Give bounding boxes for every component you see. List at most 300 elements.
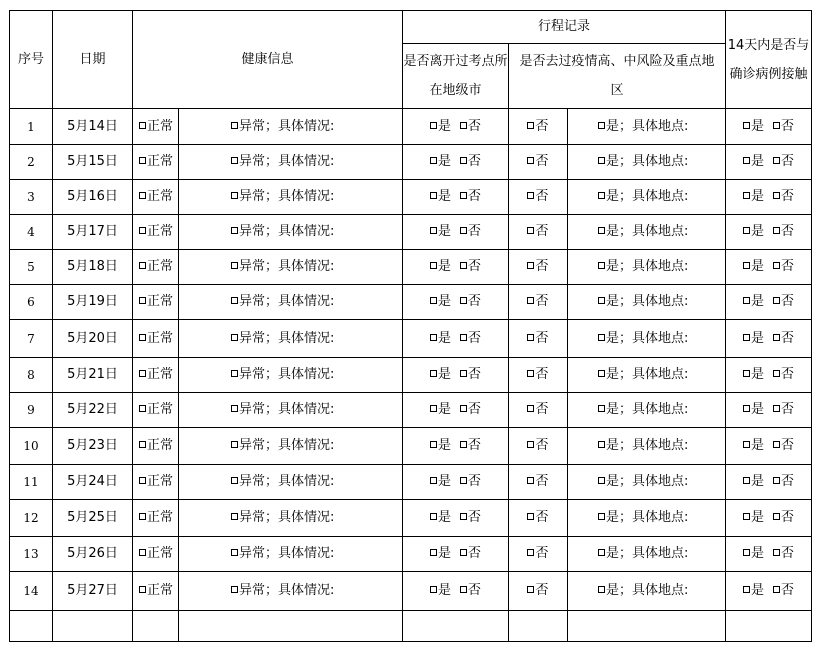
contact-no-option[interactable]	[773, 367, 794, 382]
contact-yes-option[interactable]	[743, 546, 764, 561]
risk-area-no-cell	[509, 465, 568, 500]
health-normal-option[interactable]	[139, 546, 173, 561]
health-normal-option[interactable]	[139, 154, 173, 169]
left-city-yes-option-label: 是	[437, 294, 451, 309]
empty-cell	[509, 611, 568, 642]
risk-area-no-option[interactable]	[527, 546, 548, 561]
health-normal-option[interactable]	[139, 224, 173, 239]
risk-area-yes-option[interactable]	[598, 294, 688, 309]
left-city-yes-option-label: 是	[437, 474, 451, 489]
left-city-no-option-label: 否	[468, 294, 482, 309]
checkbox-icon[interactable]	[139, 513, 146, 520]
checkbox-icon[interactable]	[598, 157, 605, 164]
checkbox-icon[interactable]	[139, 477, 146, 484]
left-city-no-option[interactable]	[460, 474, 481, 489]
risk-area-no-option[interactable]	[527, 189, 548, 204]
checkbox-icon[interactable]	[231, 122, 238, 129]
left-city-no-option[interactable]	[460, 259, 481, 274]
checkbox-icon[interactable]	[139, 441, 146, 448]
row-date: 5月14日	[53, 109, 133, 145]
left-city-cell	[403, 145, 509, 180]
health-normal-cell	[133, 285, 179, 320]
health-normal-option-label: 正常	[147, 402, 174, 417]
health-abnormal-option[interactable]	[231, 189, 334, 204]
health-normal-option[interactable]	[139, 331, 173, 346]
checkbox-icon[interactable]	[430, 297, 437, 304]
contact-no-option[interactable]	[773, 546, 794, 561]
checkbox-icon[interactable]	[598, 405, 605, 412]
risk-area-yes-option[interactable]	[598, 402, 688, 417]
health-abnormal-option[interactable]	[231, 154, 334, 169]
checkbox-icon[interactable]	[527, 157, 534, 164]
health-normal-cell	[133, 358, 179, 393]
contact-yes-option[interactable]	[743, 474, 764, 489]
checkbox-icon[interactable]	[527, 405, 534, 412]
health-abnormal-option[interactable]	[231, 294, 334, 309]
risk-area-yes-option[interactable]	[598, 189, 688, 204]
risk-area-no-option-label: 否	[535, 224, 549, 239]
risk-area-yes-cell	[568, 180, 726, 215]
risk-area-no-option-label: 否	[535, 367, 549, 382]
risk-area-no-cell	[509, 500, 568, 537]
health-normal-option[interactable]	[139, 259, 173, 274]
left-city-yes-option-label: 是	[437, 189, 451, 204]
risk-area-no-option[interactable]	[527, 331, 548, 346]
left-city-yes-option-label: 是	[437, 402, 451, 417]
health-abnormal-cell	[179, 250, 403, 285]
risk-area-yes-option[interactable]	[598, 331, 688, 346]
checkbox-icon[interactable]	[139, 405, 146, 412]
health-abnormal-option[interactable]	[231, 583, 334, 598]
checkbox-icon[interactable]	[231, 334, 238, 341]
health-normal-option[interactable]	[139, 367, 173, 382]
row-seq: 14	[10, 572, 53, 611]
risk-area-yes-option-label: 是；具体地点:	[606, 546, 689, 561]
health-abnormal-option-label: 异常；具体情况:	[239, 224, 335, 239]
contact-yes-option[interactable]	[743, 438, 764, 453]
left-city-no-option[interactable]	[460, 119, 481, 134]
risk-area-yes-option-label: 是；具体地点:	[606, 474, 689, 489]
health-normal-option[interactable]	[139, 402, 173, 417]
contact-yes-option-label: 是	[750, 259, 764, 274]
risk-area-no-option[interactable]	[527, 259, 548, 274]
checkbox-icon[interactable]	[773, 122, 780, 129]
checkbox-icon[interactable]	[430, 227, 437, 234]
checkbox-icon[interactable]	[773, 227, 780, 234]
contact-yes-option-label: 是	[750, 474, 764, 489]
contact-no-option-label: 否	[781, 583, 795, 598]
checkbox-icon[interactable]	[773, 192, 780, 199]
contact-no-option[interactable]	[773, 402, 794, 417]
table-row	[10, 145, 812, 180]
health-normal-option[interactable]	[139, 189, 173, 204]
contact-yes-option[interactable]	[743, 119, 764, 134]
risk-area-yes-option-label: 是；具体地点:	[606, 259, 689, 274]
contact-no-option[interactable]	[773, 259, 794, 274]
checkbox-icon[interactable]	[430, 262, 437, 269]
contact-no-option[interactable]	[773, 474, 794, 489]
contact-no-option[interactable]	[773, 438, 794, 453]
checkbox-icon[interactable]	[527, 227, 534, 234]
left-city-no-option-label: 否	[468, 546, 482, 561]
checkbox-icon[interactable]	[743, 334, 750, 341]
checkbox-icon[interactable]	[598, 122, 605, 129]
checkbox-icon[interactable]	[773, 334, 780, 341]
contact-yes-option[interactable]	[743, 224, 764, 239]
risk-area-no-option[interactable]	[527, 474, 548, 489]
header-left-city: 是否离开过考点所在地级市	[403, 44, 509, 109]
left-city-yes-option[interactable]	[430, 546, 451, 561]
health-abnormal-option[interactable]	[231, 510, 334, 525]
left-city-no-option[interactable]	[460, 331, 481, 346]
left-city-yes-option[interactable]	[430, 259, 451, 274]
risk-area-no-option[interactable]	[527, 154, 548, 169]
left-city-no-option[interactable]	[460, 367, 481, 382]
contact-yes-option[interactable]	[743, 294, 764, 309]
left-city-yes-option[interactable]	[430, 154, 451, 169]
left-city-no-option[interactable]	[460, 189, 481, 204]
health-abnormal-option-label: 异常；具体情况:	[239, 118, 335, 134]
checkbox-icon[interactable]	[430, 441, 437, 448]
checkbox-icon[interactable]	[430, 157, 437, 164]
risk-area-yes-option[interactable]	[598, 119, 688, 134]
checkbox-icon[interactable]	[773, 405, 780, 412]
empty-cell	[133, 611, 179, 642]
checkbox-icon[interactable]	[231, 441, 238, 448]
left-city-no-option[interactable]	[460, 438, 481, 453]
health-abnormal-option[interactable]	[231, 402, 334, 417]
checkbox-icon[interactable]	[460, 227, 467, 234]
health-abnormal-option[interactable]	[231, 474, 334, 489]
checkbox-icon[interactable]	[139, 370, 146, 377]
checkbox-icon[interactable]	[231, 297, 238, 304]
left-city-yes-option[interactable]	[430, 189, 451, 204]
checkbox-icon[interactable]	[773, 549, 780, 556]
contact-yes-option[interactable]	[743, 154, 764, 169]
checkbox-icon[interactable]	[460, 405, 467, 412]
health-abnormal-cell	[179, 109, 403, 145]
checkbox-icon[interactable]	[773, 477, 780, 484]
left-city-yes-option[interactable]	[430, 510, 451, 525]
risk-area-no-option[interactable]	[527, 367, 548, 382]
checkbox-icon[interactable]	[527, 513, 534, 520]
left-city-cell	[403, 572, 509, 611]
checkbox-icon[interactable]	[743, 192, 750, 199]
health-normal-option[interactable]	[139, 294, 173, 309]
row-seq: 3	[10, 180, 53, 215]
checkbox-icon[interactable]	[231, 586, 238, 593]
left-city-yes-option[interactable]	[430, 402, 451, 417]
health-normal-option-label: 正常	[147, 154, 174, 169]
checkbox-icon[interactable]	[527, 549, 534, 556]
checkbox-icon[interactable]	[460, 297, 467, 304]
contact-yes-option-label: 是	[750, 510, 764, 525]
contact-cell	[726, 537, 812, 572]
checkbox-icon[interactable]	[139, 334, 146, 341]
checkbox-icon[interactable]	[460, 192, 467, 199]
contact-no-option[interactable]	[773, 189, 794, 204]
left-city-yes-option[interactable]	[430, 583, 451, 598]
checkbox-icon[interactable]	[527, 586, 534, 593]
contact-no-option[interactable]	[773, 510, 794, 525]
health-abnormal-option-label: 异常；具体情况:	[239, 367, 335, 382]
contact-no-option[interactable]	[773, 583, 794, 598]
checkbox-icon[interactable]	[430, 370, 437, 377]
checkbox-icon[interactable]	[460, 334, 467, 341]
header-risk-area: 是否去过疫情高、中风险及重点地区	[509, 44, 726, 109]
checkbox-icon[interactable]	[430, 334, 437, 341]
left-city-yes-option-label: 是	[437, 583, 451, 598]
checkbox-icon[interactable]	[598, 370, 605, 377]
row-seq: 13	[10, 537, 53, 572]
checkbox-icon[interactable]	[743, 227, 750, 234]
table-row	[10, 465, 812, 500]
checkbox-icon[interactable]	[231, 262, 238, 269]
health-abnormal-option[interactable]	[231, 546, 334, 561]
health-abnormal-option[interactable]	[231, 367, 334, 382]
left-city-cell	[403, 215, 509, 250]
risk-area-no-option[interactable]	[527, 510, 548, 525]
checkbox-icon[interactable]	[773, 441, 780, 448]
health-normal-cell	[133, 428, 179, 465]
contact-yes-option[interactable]	[743, 331, 764, 346]
checkbox-icon[interactable]	[743, 549, 750, 556]
checkbox-icon[interactable]	[231, 227, 238, 234]
checkbox-icon[interactable]	[430, 122, 437, 129]
risk-area-no-option-label: 否	[535, 154, 549, 169]
checkbox-icon[interactable]	[460, 157, 467, 164]
risk-area-yes-cell	[568, 465, 726, 500]
health-normal-cell	[133, 215, 179, 250]
checkbox-icon[interactable]	[231, 477, 238, 484]
left-city-no-option[interactable]	[460, 583, 481, 598]
table-row	[10, 180, 812, 215]
left-city-cell	[403, 537, 509, 572]
checkbox-icon[interactable]	[139, 262, 146, 269]
contact-yes-option[interactable]	[743, 510, 764, 525]
left-city-no-option[interactable]	[460, 224, 481, 239]
contact-no-option[interactable]	[773, 119, 794, 134]
checkbox-icon[interactable]	[598, 262, 605, 269]
checkbox-icon[interactable]	[460, 441, 467, 448]
left-city-no-option[interactable]	[460, 402, 481, 417]
risk-area-yes-option[interactable]	[598, 474, 688, 489]
contact-no-option-label: 否	[781, 510, 795, 525]
health-normal-option[interactable]	[139, 510, 173, 525]
table-row	[10, 109, 812, 145]
checkbox-icon[interactable]	[139, 297, 146, 304]
checkbox-icon[interactable]	[773, 262, 780, 269]
checkbox-icon[interactable]	[460, 586, 467, 593]
checkbox-icon[interactable]	[743, 586, 750, 593]
checkbox-icon[interactable]	[231, 513, 238, 520]
checkbox-icon[interactable]	[139, 157, 146, 164]
health-abnormal-cell	[179, 358, 403, 393]
checkbox-icon[interactable]	[139, 586, 146, 593]
contact-no-option[interactable]	[773, 294, 794, 309]
checkbox-icon[interactable]	[743, 405, 750, 412]
health-abnormal-option[interactable]	[231, 119, 334, 134]
row-seq: 5	[10, 250, 53, 285]
checkbox-icon[interactable]	[773, 157, 780, 164]
checkbox-icon[interactable]	[743, 370, 750, 377]
risk-area-yes-option[interactable]	[598, 367, 688, 382]
left-city-no-option-label: 否	[468, 330, 482, 346]
checkbox-icon[interactable]	[773, 297, 780, 304]
left-city-yes-option-label: 是	[437, 367, 451, 382]
checkbox-icon[interactable]	[773, 513, 780, 520]
checkbox-icon[interactable]	[527, 122, 534, 129]
checkbox-icon[interactable]	[430, 477, 437, 484]
row-date: 5月15日	[53, 145, 133, 180]
risk-area-yes-option[interactable]	[598, 259, 688, 274]
left-city-yes-option[interactable]	[430, 294, 451, 309]
checkbox-icon[interactable]	[743, 262, 750, 269]
contact-no-option-label: 否	[781, 330, 795, 346]
contact-cell	[726, 285, 812, 320]
checkbox-icon[interactable]	[598, 477, 605, 484]
left-city-no-option[interactable]	[460, 154, 481, 169]
checkbox-icon[interactable]	[139, 549, 146, 556]
risk-area-no-option[interactable]	[527, 224, 548, 239]
checkbox-icon[interactable]	[139, 122, 146, 129]
risk-area-yes-option[interactable]	[598, 224, 688, 239]
left-city-yes-option[interactable]	[430, 331, 451, 346]
empty-cell	[179, 611, 403, 642]
checkbox-icon[interactable]	[231, 192, 238, 199]
checkbox-icon[interactable]	[527, 334, 534, 341]
checkbox-icon[interactable]	[598, 441, 605, 448]
checkbox-icon[interactable]	[430, 513, 437, 520]
health-abnormal-option[interactable]	[231, 259, 334, 274]
risk-area-no-option[interactable]	[527, 119, 548, 134]
risk-area-yes-option-label: 是；具体地点:	[606, 224, 689, 239]
checkbox-icon[interactable]	[527, 262, 534, 269]
health-abnormal-cell	[179, 537, 403, 572]
checkbox-icon[interactable]	[743, 122, 750, 129]
risk-area-no-cell	[509, 320, 568, 358]
risk-area-yes-option[interactable]	[598, 438, 688, 453]
risk-area-no-option[interactable]	[527, 583, 548, 598]
checkbox-icon[interactable]	[231, 549, 238, 556]
risk-area-no-option[interactable]	[527, 402, 548, 417]
checkbox-icon[interactable]	[598, 549, 605, 556]
contact-yes-option-label: 是	[750, 330, 764, 346]
checkbox-icon[interactable]	[598, 513, 605, 520]
checkbox-icon[interactable]	[527, 370, 534, 377]
health-normal-option[interactable]	[139, 119, 173, 134]
contact-no-option[interactable]	[773, 331, 794, 346]
contact-yes-option[interactable]	[743, 259, 764, 274]
checkbox-icon[interactable]	[460, 513, 467, 520]
contact-yes-option-label: 是	[750, 546, 764, 561]
checkbox-icon[interactable]	[743, 441, 750, 448]
checkbox-icon[interactable]	[743, 513, 750, 520]
checkbox-icon[interactable]	[743, 297, 750, 304]
left-city-yes-option[interactable]	[430, 438, 451, 453]
checkbox-icon[interactable]	[430, 586, 437, 593]
contact-no-option[interactable]	[773, 154, 794, 169]
checkbox-icon[interactable]	[231, 405, 238, 412]
row-seq: 7	[10, 320, 53, 358]
left-city-yes-option[interactable]	[430, 367, 451, 382]
risk-area-no-cell	[509, 428, 568, 465]
checkbox-icon[interactable]	[743, 157, 750, 164]
risk-area-yes-option[interactable]	[598, 510, 688, 525]
health-normal-option[interactable]	[139, 474, 173, 489]
checkbox-icon[interactable]	[598, 227, 605, 234]
left-city-no-option-label: 否	[468, 583, 482, 598]
checkbox-icon[interactable]	[527, 441, 534, 448]
checkbox-icon[interactable]	[430, 192, 437, 199]
checkbox-icon[interactable]	[231, 157, 238, 164]
checkbox-icon[interactable]	[527, 297, 534, 304]
risk-area-no-option[interactable]	[527, 294, 548, 309]
checkbox-icon[interactable]	[460, 370, 467, 377]
health-normal-cell	[133, 250, 179, 285]
left-city-no-option[interactable]	[460, 510, 481, 525]
checkbox-icon[interactable]	[460, 477, 467, 484]
left-city-no-option[interactable]	[460, 546, 481, 561]
checkbox-icon[interactable]	[460, 262, 467, 269]
left-city-yes-option[interactable]	[430, 119, 451, 134]
health-abnormal-option[interactable]	[231, 331, 334, 346]
left-city-no-option-label: 否	[468, 154, 482, 169]
contact-yes-option[interactable]	[743, 367, 764, 382]
checkbox-icon[interactable]	[598, 334, 605, 341]
checkbox-icon[interactable]	[139, 227, 146, 234]
risk-area-yes-option[interactable]	[598, 583, 688, 598]
health-abnormal-option[interactable]	[231, 224, 334, 239]
contact-yes-option-label: 是	[750, 438, 764, 453]
health-normal-option[interactable]	[139, 438, 173, 453]
left-city-no-option-label: 否	[468, 118, 482, 134]
risk-area-yes-cell	[568, 500, 726, 537]
checkbox-icon[interactable]	[430, 405, 437, 412]
risk-area-no-option-label: 否	[535, 189, 549, 204]
left-city-yes-option[interactable]	[430, 474, 451, 489]
checkbox-icon[interactable]	[773, 586, 780, 593]
checkbox-icon[interactable]	[598, 297, 605, 304]
checkbox-icon[interactable]	[231, 370, 238, 377]
checkbox-icon[interactable]	[139, 192, 146, 199]
risk-area-yes-option[interactable]	[598, 546, 688, 561]
checkbox-icon[interactable]	[527, 192, 534, 199]
contact-yes-option[interactable]	[743, 189, 764, 204]
contact-no-option[interactable]	[773, 224, 794, 239]
checkbox-icon[interactable]	[773, 370, 780, 377]
checkbox-icon[interactable]	[460, 122, 467, 129]
health-abnormal-option[interactable]	[231, 438, 334, 453]
checkbox-icon[interactable]	[598, 586, 605, 593]
checkbox-icon[interactable]	[743, 477, 750, 484]
contact-yes-option[interactable]	[743, 583, 764, 598]
health-normal-option[interactable]	[139, 583, 173, 598]
checkbox-icon[interactable]	[598, 192, 605, 199]
left-city-yes-option[interactable]	[430, 224, 451, 239]
contact-no-option-label: 否	[781, 294, 795, 309]
checkbox-icon[interactable]	[527, 477, 534, 484]
contact-yes-option[interactable]	[743, 402, 764, 417]
risk-area-yes-option-label: 是；具体地点:	[606, 154, 689, 169]
risk-area-yes-option[interactable]	[598, 154, 688, 169]
left-city-no-option[interactable]	[460, 294, 481, 309]
checkbox-icon[interactable]	[460, 549, 467, 556]
risk-area-no-option[interactable]	[527, 438, 548, 453]
health-normal-option-label: 正常	[147, 224, 174, 239]
checkbox-icon[interactable]	[430, 549, 437, 556]
risk-area-no-cell	[509, 285, 568, 320]
